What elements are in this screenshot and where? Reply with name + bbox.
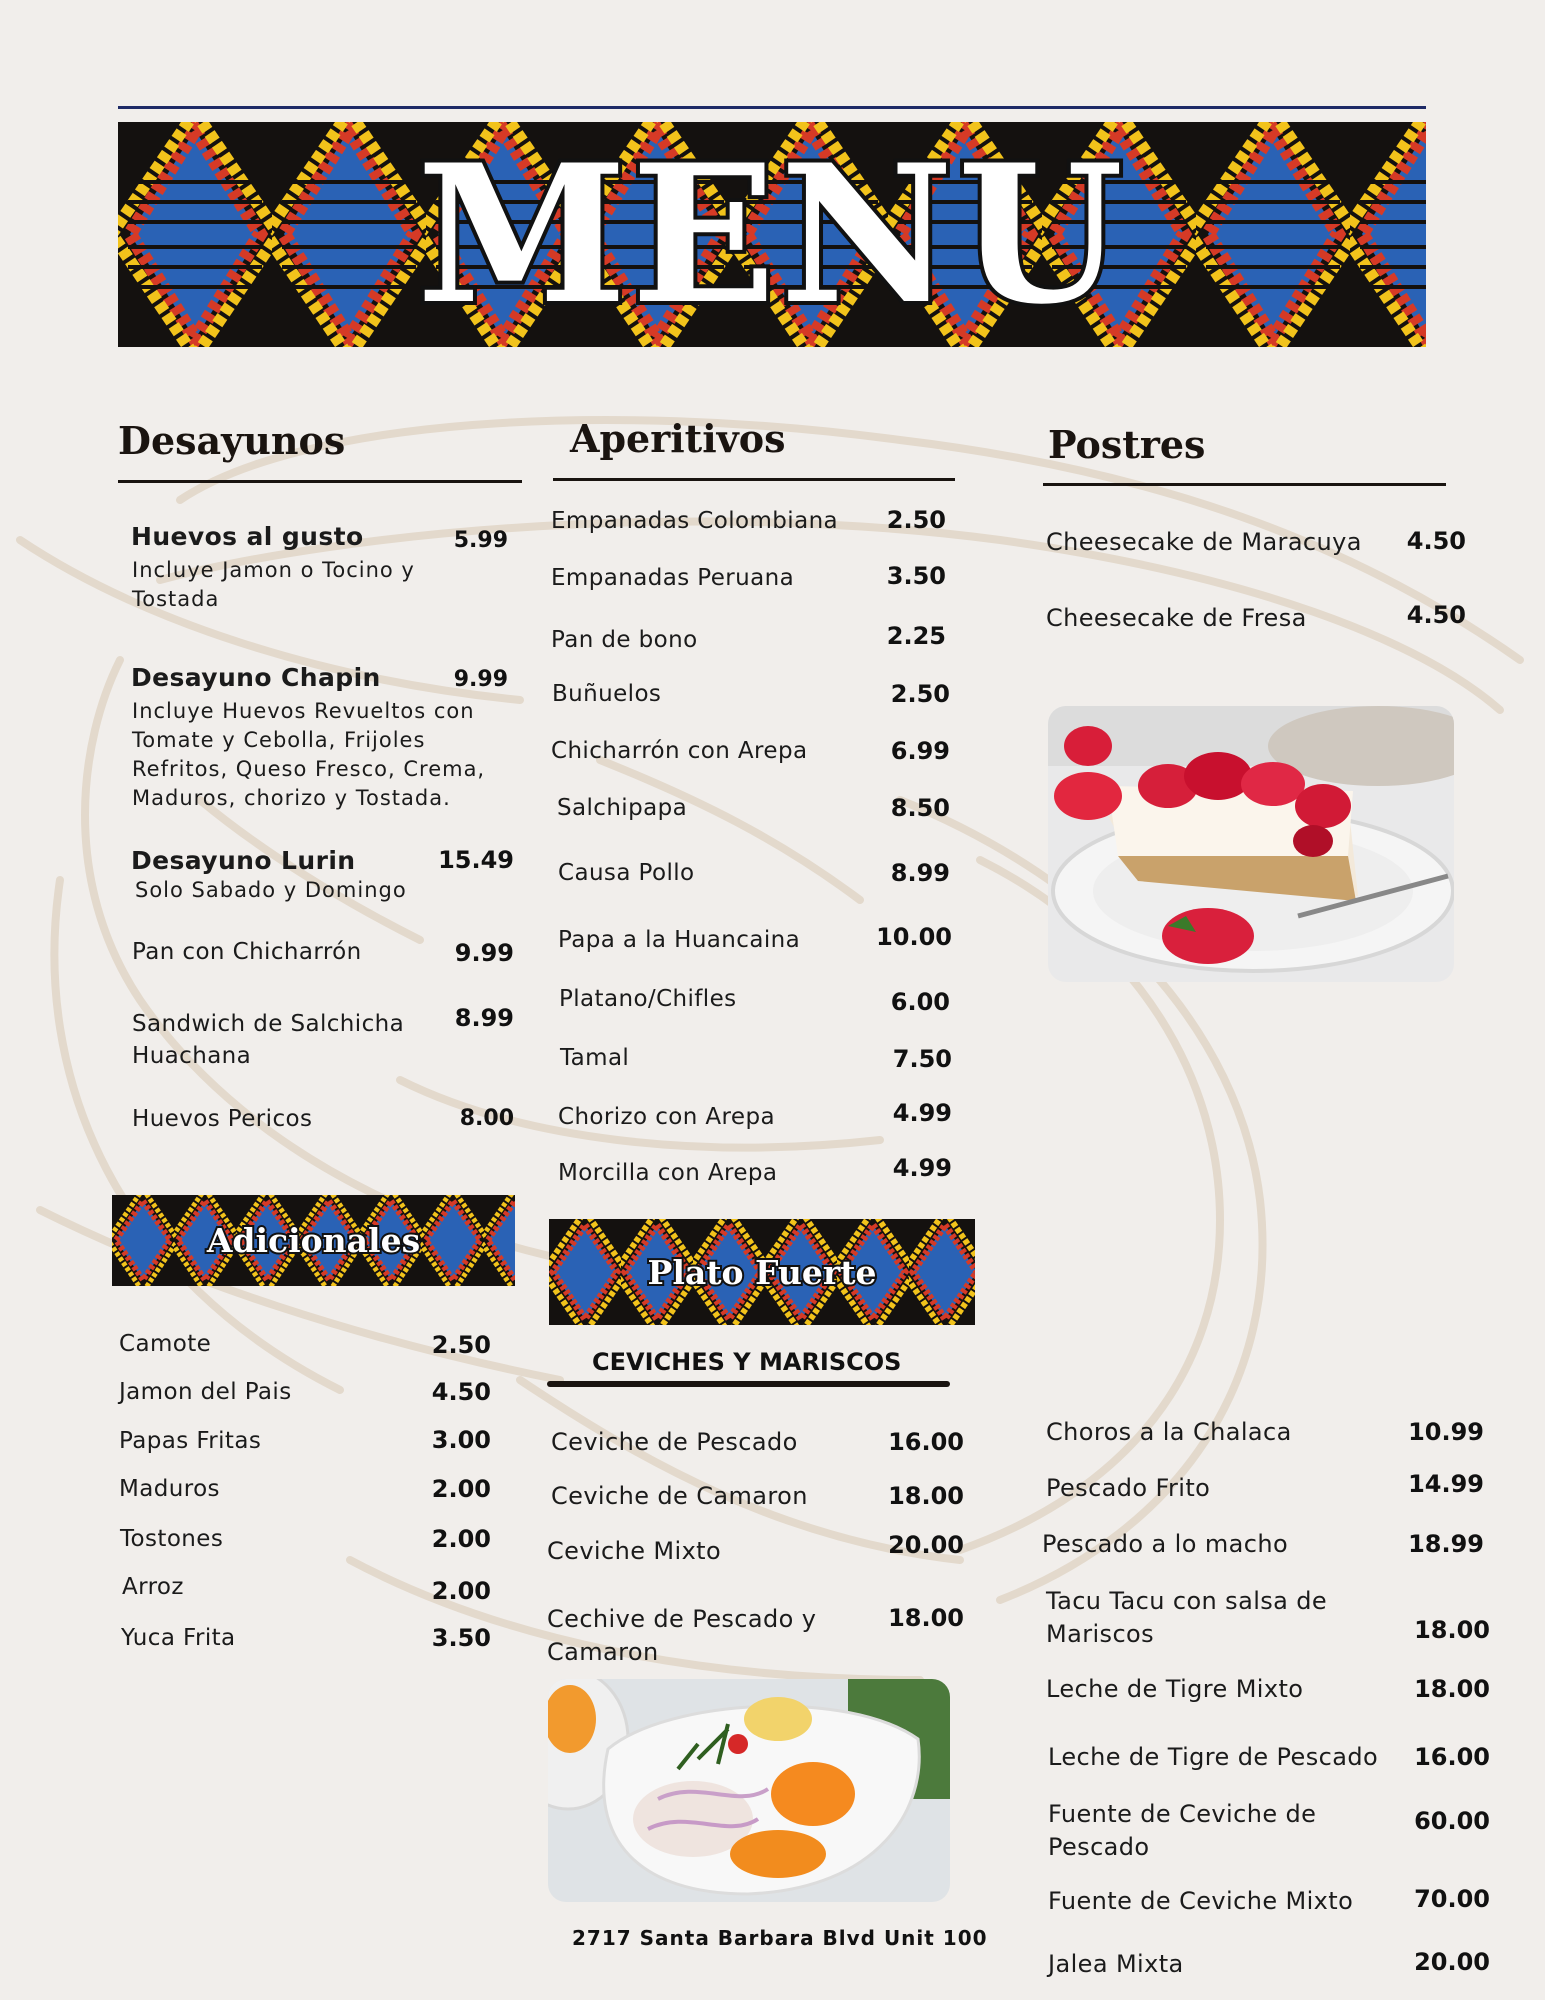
menu-item-price: 4.50 <box>1406 601 1466 629</box>
menu-item-price: 16.00 <box>1414 1743 1490 1771</box>
menu-item-price: 9.99 <box>454 939 514 967</box>
adicionales-title: Adicionales <box>206 1221 421 1260</box>
menu-item-name: Leche de Tigre de Pescado <box>1048 1743 1379 1771</box>
menu-item-price: 8.00 <box>459 1106 514 1131</box>
menu-item-name: Tacu Tacu con salsa de Mariscos <box>1046 1587 1328 1648</box>
menu-item-price: 2.00 <box>431 1577 491 1605</box>
menu-item-description: Solo Sabado y Domingo <box>135 878 407 902</box>
menu-item-price: 2.50 <box>890 680 950 708</box>
menu-item-price: 14.99 <box>1408 1470 1484 1498</box>
menu-item-name: Jamon del Pais <box>119 1379 292 1405</box>
menu-item-name: Empanadas Peruana <box>551 565 795 591</box>
menu-item-price: 20.00 <box>888 1531 964 1559</box>
menu-item-price: 7.50 <box>892 1045 952 1073</box>
menu-item-name: Cheesecake de Maracuya <box>1046 528 1362 556</box>
menu-item-name: Maduros <box>119 1476 220 1502</box>
menu-item-name: Fuente de Ceviche Mixto <box>1048 1887 1354 1915</box>
menu-item-name: Papas Fritas <box>119 1428 262 1454</box>
menu-item-name: Empanadas Colombiana <box>551 508 839 534</box>
menu-item-price: 8.50 <box>890 794 950 822</box>
menu-item-name: Tostones <box>120 1526 224 1552</box>
plato-fuerte-banner <box>549 1219 975 1325</box>
menu-item-price: 3.00 <box>431 1426 491 1454</box>
menu-item-name: Jalea Mixta <box>1048 1950 1184 1978</box>
menu-item-name: Fuente de Ceviche de Pescado <box>1048 1800 1317 1861</box>
menu-item-price: 4.99 <box>892 1099 952 1127</box>
menu-item-price: 6.99 <box>890 737 950 765</box>
menu-item-price: 4.50 <box>431 1378 491 1406</box>
menu-item-price: 18.00 <box>1414 1675 1490 1703</box>
menu-item-name: Tamal <box>560 1045 630 1071</box>
menu-item-name: Platano/Chifles <box>559 986 737 1012</box>
menu-item-name: Pescado Frito <box>1046 1474 1211 1502</box>
header-top-rule <box>118 106 1426 109</box>
menu-item-price: 20.00 <box>1414 1948 1490 1976</box>
menu-item-name: Papa a la Huancaina <box>558 927 801 953</box>
menu-item-price: 16.00 <box>888 1428 964 1456</box>
menu-item-price: 3.50 <box>431 1624 491 1652</box>
menu-item-name: Camote <box>119 1331 212 1357</box>
menu-item-name: Huevos al gusto <box>131 522 364 551</box>
strawberry-cheesecake-photo <box>1048 706 1454 982</box>
menu-item-name: Pescado a lo macho <box>1042 1530 1289 1558</box>
menu-item-price: 18.00 <box>888 1604 964 1632</box>
menu-item-price: 10.99 <box>1408 1418 1484 1446</box>
ceviches-subtitle: CEVICHES Y MARISCOS <box>592 1348 902 1376</box>
menu-item-price: 2.50 <box>886 506 946 534</box>
menu-item-name: Causa Pollo <box>558 860 695 886</box>
menu-item-name: Cechive de Pescado y Camaron <box>547 1605 817 1666</box>
menu-item-name: Chorizo con Arepa <box>558 1104 775 1130</box>
menu-item-name: Salchipapa <box>557 795 688 821</box>
menu-item-price: 60.00 <box>1414 1807 1490 1835</box>
menu-item-price: 15.49 <box>438 846 514 874</box>
footer-address: 2717 Santa Barbara Blvd Unit 100 <box>572 1926 988 1950</box>
section-title-postres: Postres <box>1048 422 1206 467</box>
menu-item-price: 8.99 <box>454 1004 514 1032</box>
menu-item-price: 18.00 <box>888 1482 964 1510</box>
menu-item-price: 2.00 <box>431 1525 491 1553</box>
section-rule-aperitivos <box>553 478 955 481</box>
menu-item-price: 2.50 <box>431 1331 491 1359</box>
menu-item-price: 5.99 <box>453 528 508 553</box>
menu-item-name: Cheesecake de Fresa <box>1046 604 1307 632</box>
plato-fuerte-title: Plato Fuerte <box>647 1252 877 1292</box>
menu-item-name: Huevos Pericos <box>132 1106 313 1132</box>
section-rule-postres <box>1043 483 1446 486</box>
menu-item-price: 4.99 <box>892 1154 952 1182</box>
menu-item-price: 70.00 <box>1414 1885 1490 1913</box>
menu-item-description: Incluye Huevos Revueltos con Tomate y Cebolla, Frijoles Refritos, Queso Fresco, Crema, Maduros, chorizo y Tostada. <box>132 699 486 810</box>
menu-item-price: 2.25 <box>886 622 946 650</box>
menu-item-price: 18.00 <box>1414 1616 1490 1644</box>
menu-item-name: Morcilla con Arepa <box>558 1160 778 1186</box>
menu-item-price: 2.00 <box>431 1475 491 1503</box>
menu-item-name: Pan con Chicharrón <box>132 939 362 965</box>
menu-item-name: Leche de Tigre Mixto <box>1046 1675 1304 1703</box>
menu-item-name: Desayuno Lurin <box>131 846 356 875</box>
menu-item-price: 10.00 <box>876 923 952 951</box>
menu-title: MENU <box>416 123 1128 346</box>
ceviche-plate-photo <box>548 1679 950 1902</box>
section-rule-desayunos <box>118 480 522 483</box>
menu-item-price: 18.99 <box>1408 1530 1484 1558</box>
menu-item-name: Sandwich de Salchicha Huachana <box>132 1011 405 1069</box>
menu-item-name: Buñuelos <box>552 681 662 707</box>
section-title-aperitivos: Aperitivos <box>570 416 786 461</box>
menu-item-name: Desayuno Chapin <box>131 663 381 692</box>
section-title-desayunos: Desayunos <box>118 418 346 463</box>
menu-item-price: 8.99 <box>890 859 950 887</box>
menu-item-name: Arroz <box>122 1574 184 1600</box>
menu-item-name: Pan de bono <box>551 627 698 653</box>
menu-item-price: 3.50 <box>886 562 946 590</box>
menu-item-name: Ceviche Mixto <box>547 1537 722 1565</box>
menu-item-description: Incluye Jamon o Tocino y Tostada <box>132 558 415 611</box>
adicionales-banner <box>112 1195 515 1286</box>
ceviches-rule <box>547 1381 950 1387</box>
menu-item-name: Choros a la Chalaca <box>1046 1418 1292 1446</box>
menu-item-name: Yuca Frita <box>121 1625 236 1651</box>
menu-item-name: Ceviche de Camaron <box>551 1482 808 1510</box>
menu-item-name: Chicharrón con Arepa <box>551 738 808 764</box>
menu-item-price: 9.99 <box>453 667 508 692</box>
menu-item-name: Ceviche de Pescado <box>551 1428 798 1456</box>
menu-item-price: 4.50 <box>1406 527 1466 555</box>
menu-item-price: 6.00 <box>890 988 950 1016</box>
